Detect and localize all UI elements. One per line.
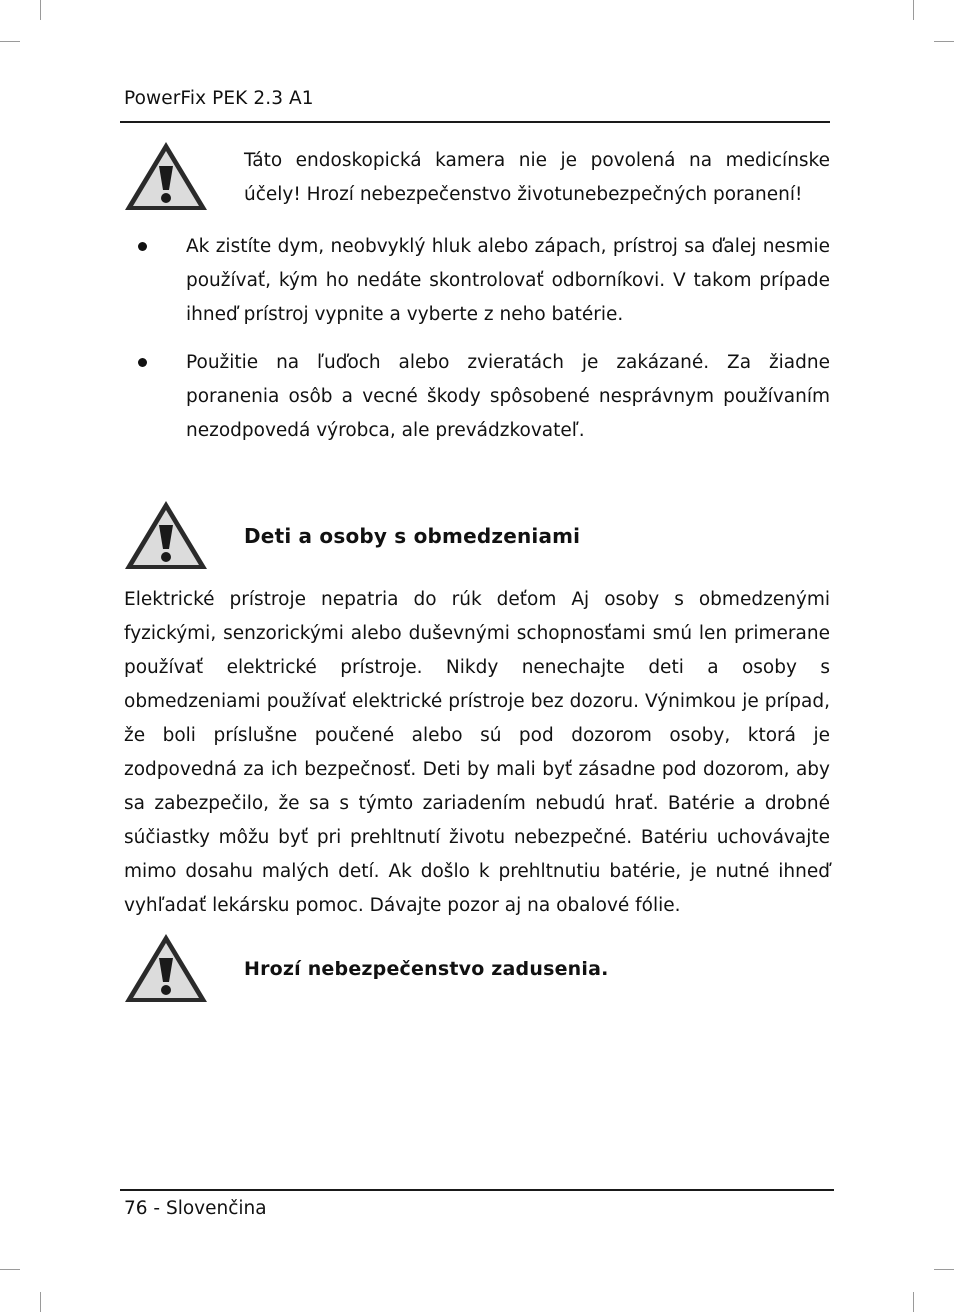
crop-mark — [0, 1269, 20, 1270]
header-rule — [120, 121, 830, 123]
warning-triangle-icon — [123, 932, 209, 1004]
section-body-text: Elektrické prístroje nepatria do rúk deťom Aj osoby s obmedzenými fyzickými, senzorickými alebo duševnými schopnosťami smú len primerane používať elektrické prístroje. Nikdy nenechajte deti a osoby s obmedzeniami používať elektrické prístroje bez dozoru. Výnimkou je prípad, že boli príslušne poučené alebo sú pod dozorom osoby, ktorá je zodpovedná za ich bezpečnosť. Deti by mali byť zásadne pod dozorom, aby sa zabezpečilo, že sa s týmto zariadením nebudú hrať. Batérie a drobné súčiastky môžu byť pri prehltnutí životu nebezpečné. Batériu uchovávajte mimo dosahu malých detí. Ak došlo k prehltnutiu batérie, je nutné ihneď vyhľadať lekársku pomoc. Dávajte pozor aj na obalové fólie. — [124, 589, 830, 916]
list-item-text: Použitie na ľuďoch alebo zvieratách je zakázané. Za žiadne poranenia osôb a vecné škody spôsobené nesprávnym používaním nezodpovedá výrobca, ale prevádzkovateľ. — [186, 352, 830, 441]
crop-mark — [934, 1269, 954, 1270]
document-header-title: PowerFix PEK 2.3 A1 — [124, 88, 314, 109]
crop-mark — [0, 41, 20, 42]
list-item — [124, 346, 830, 448]
suffocation-warning-text: Hrozí nebezpečenstvo zadusenia. — [244, 958, 609, 980]
warning-triangle-icon — [123, 499, 209, 571]
warning-triangle-icon — [123, 140, 209, 212]
bullet-dot-icon — [138, 242, 147, 251]
footer-rule — [120, 1189, 834, 1191]
crop-mark — [40, 1292, 41, 1312]
bullet-list — [124, 230, 830, 462]
list-item — [124, 230, 830, 332]
bullet-dot-icon — [138, 358, 147, 367]
crop-mark — [913, 1292, 914, 1312]
crop-mark — [913, 0, 914, 20]
crop-mark — [40, 0, 41, 20]
section-heading: Deti a osoby s obmedzeniami — [244, 524, 581, 548]
warning-text: Táto endoskopická kamera nie je povolená na medicínske účely! Hrozí nebezpečenstvo životunebezpečných poranení! — [244, 150, 830, 205]
page-number: 76 - Slovenčina — [124, 1198, 267, 1219]
list-item-text: Ak zistíte dym, neobvyklý hluk alebo zápach, prístroj sa ďalej nesmie používať, kým ho nedáte skontrolovať odborníkovi. V takom prípade ihneď prístroj vypnite a vyberte z neho batérie. — [186, 236, 830, 325]
crop-mark — [934, 41, 954, 42]
